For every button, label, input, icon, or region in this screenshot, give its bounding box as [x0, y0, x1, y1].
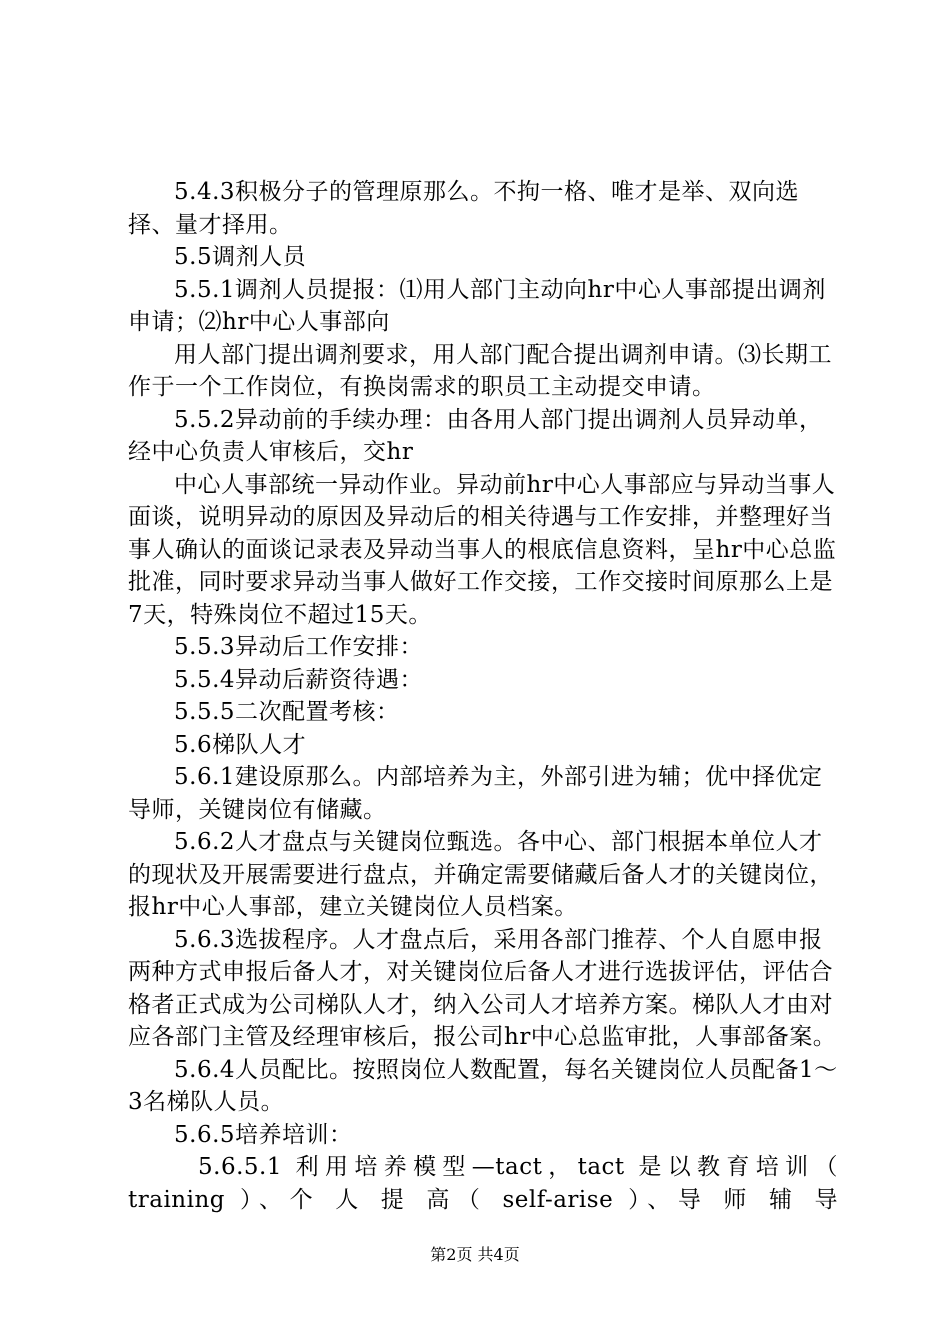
paragraph-5-5-2-cont: 中心人事部统一异动作业。异动前hr中心人事部应与异动当事人面谈，说明异动的原因及异动后的相关待遇与工作安排，并整理好当事人确认的面谈记录表及异动当事人的根底信息资料，呈hr中心总监批准，同时要求异动当事人做好工作交接，工作交接时间原那么上是7天，特殊岗位不超过15天。	[128, 471, 837, 628]
paragraph-5-6-5-1: 5.6.5.1 利用培养模型—tact，tact 是以教育培训（ training ）、个 人 提 高（ self-arise ）、导 师 辅 导	[128, 1154, 846, 1213]
paragraph-5-5-4: 5.5.4异动后薪资待遇：	[174, 666, 424, 693]
paragraph-5-5-5: 5.5.5二次配置考核：	[174, 699, 400, 725]
page-footer: 第2页 共4页	[430, 1245, 520, 1264]
paragraph-5-6-4: 5.6.4人员配比。按照岗位人数配置，每名关键岗位人员配备1～3名梯队人员。	[128, 1056, 838, 1115]
paragraph-5-6-3: 5.6.3选拔程序。人才盘点后，采用各部门推荐、个人自愿申报两种方式申报后备人才，对关键岗位后备人才进行选拔评估，评估合格者正式成为公司梯队人才，纳入公司人才培养方案。梯队人才由对应各部门主管及经理审核后，报公司hr中心总监审批，人事部备案。	[128, 926, 837, 1050]
paragraph-5-6-1: 5.6.1建设原那么。内部培养为主，外部引进为辅；优中择优定导师，关键岗位有储藏。	[128, 764, 823, 823]
heading-5-6: 5.6梯队人才	[174, 731, 307, 758]
paragraph-5-5-1-cont: 用人部门提出调剂要求，用人部门配合提出调剂申请。⑶长期工作于一个工作岗位，有换岗需求的职员工主动提交申请。	[128, 341, 832, 400]
document-body	[128, 176, 846, 1216]
paragraph-5-4-3: 5.4.3积极分子的管理原那么。不拘一格、唯才是举、双向选择、量才择用。	[128, 179, 800, 238]
heading-5-5: 5.5调剂人员	[174, 244, 307, 270]
paragraph-5-6-2: 5.6.2人才盘点与关键岗位甄选。各中心、部门根据本单位人才的现状及开展需要进行盘点，并确定需要储藏后备人才的关键岗位，报hr中心人事部，建立关键岗位人员档案。	[128, 829, 833, 920]
paragraph-5-5-3: 5.5.3异动后工作安排：	[174, 634, 424, 660]
paragraph-5-5-1: 5.5.1调剂人员提报：⑴用人部门主动向hr中心人事部提出调剂申请；⑵hr中心人事部向	[128, 276, 826, 335]
paragraph-5-6-5: 5.6.5培养培训：	[174, 1121, 353, 1148]
paragraph-5-5-2: 5.5.2异动前的手续办理：由各用人部门提出调剂人员异动单，经中心负责人审核后，交hr	[128, 406, 823, 465]
